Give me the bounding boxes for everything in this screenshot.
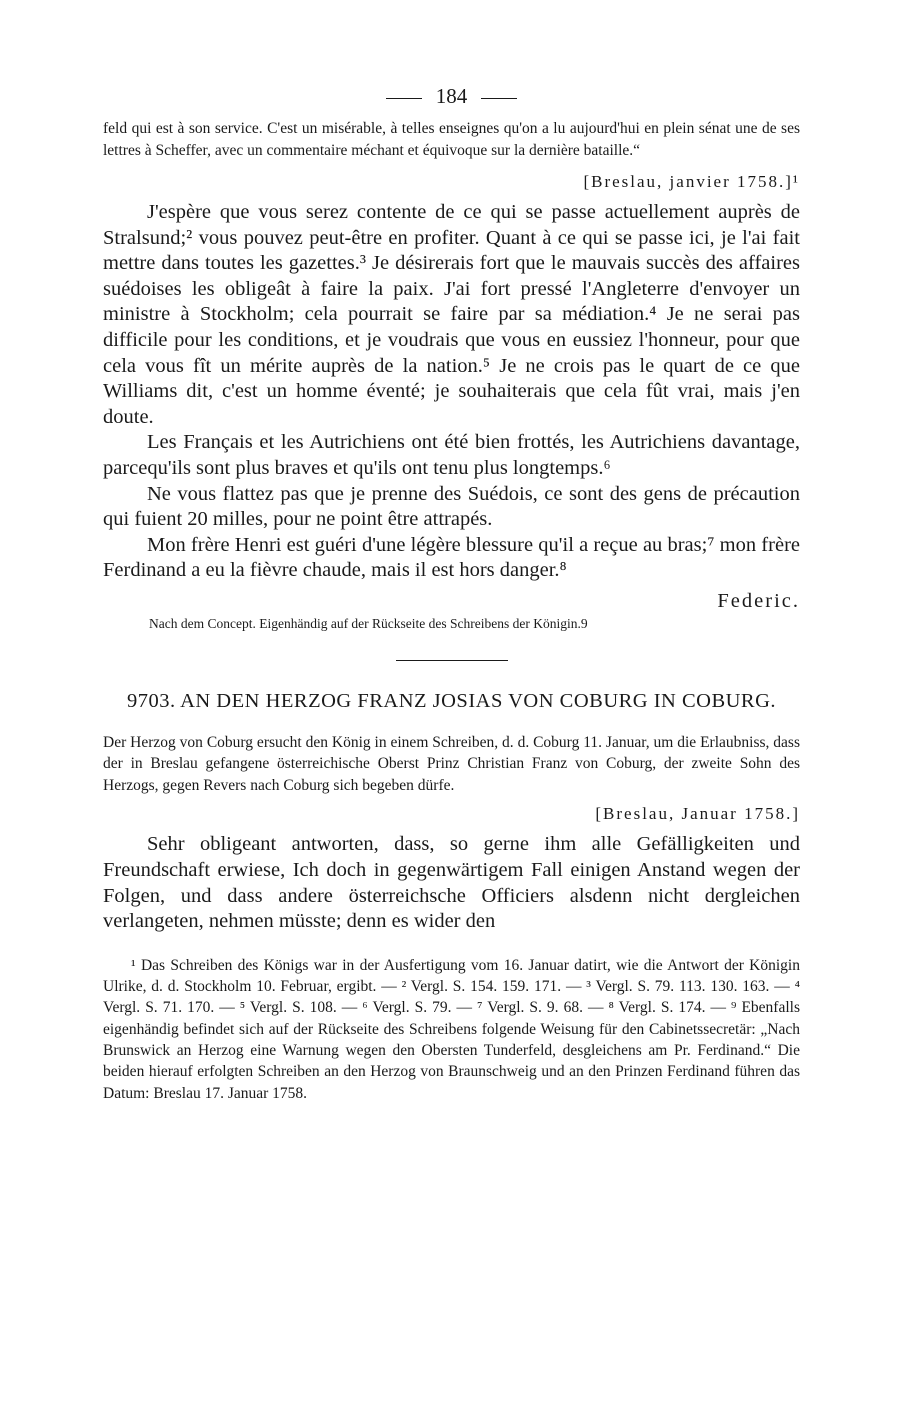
letter-heading: [103, 689, 800, 714]
letter-dateline: [Breslau, janvier 1758.]¹: [583, 172, 800, 191]
letter-paragraph: Les Français et les Autrichiens ont été bien frottés, les Autrichiens davantage, parcequ'ils sont plus braves et qu'ils ont tenu plus longtemps.⁶: [103, 431, 800, 479]
section-divider: [396, 660, 508, 661]
document-page: [103, 82, 800, 1104]
continued-text: feld qui est à son service. C'est un misérable, à telles enseignes qu'on a lu aujourd'hui en plein sénat une de ses lettres à Scheffer, avec un commentaire méchant et équivoque sur la dernière bataille.“: [103, 120, 800, 159]
letter-title: AN DEN HERZOG FRANZ JOSIAS VON COBURG IN COBURG.: [180, 689, 777, 712]
letter-body: [103, 200, 800, 584]
letter-paragraph: J'espère que vous serez contente de ce qui se passe actuellement auprès de Stralsund;² vous pouvez peut-être en profiter. Quant à ce qui se passe ici, je l'ai fait mettre dans toutes les gazettes.³ Je désirerais fort que le mauvais succès des affaires suédoises les obligeât à faire la paix. J'ai fort pressé l'Angleterre d'envoyer un ministre à Stockholm; cela pourrait se faire par sa médiation.⁴ Je ne serai pas difficile pour les conditions, et je voudrais que vous en eussiez l'honneur, pour que cela vous fît un mérite auprès de la nation.⁵ Je ne crois pas le quart de ce que Williams dit, c'est un homme éventé; je souhaiterais que cela fût vrai, mais j'en doute.: [103, 201, 800, 428]
page-number: 184: [435, 84, 468, 108]
letter-dateline-2: [Breslau, Januar 1758.]: [595, 804, 800, 824]
letter-paragraph: Sehr obligeant antworten, dass, so gerne ihm alle Gefälligkeiten und Freundschaft erwiese, Ich doch in gegenwärtigem Fall einigen Anstand wegen der Folgen, und dass andere österreichsche Officiers alsdenn nicht dergleichen verlangeten, nehmen müsste; denn es wider den: [103, 833, 800, 933]
footnote-text: ¹ Das Schreiben des Königs war in der Ausfertigung vom 16. Januar datirt, wie die Antwort der Königin Ulrike, d. d. Stockholm 10. Februar, ergibt. — ² Vergl. S. 154. 159. 171. — ³ Vergl. S. 79. 113. 130. 163. — ⁴ Vergl. S. 71. 170. — ⁵ Vergl. S. 108. — ⁶ Vergl. S. 79. — ⁷ Vergl. S. 9. 68. — ⁸ Vergl. S. 174. — ⁹ Ebenfalls eigenhändig befindet sich auf der Rückseite des Schreibens folgende Weisung für den Cabinetssecretär: „Nach Brunswick an Herzog eine Warnung wegen den Obersten Tunderfeld, desgleichens am Pr. Ferdinand.“ Die beiden hierauf erfolgten Schreiben an den Herzog von Braunschweig und an den Prinzen Ferdinand führen das Datum: Breslau 17. Januar 1758.: [103, 956, 800, 1102]
footnotes: [103, 955, 800, 1104]
letter-paragraph: Mon frère Henri est guéri d'une légère blessure qu'il a reçue au bras;⁷ mon frère Ferdinand a eu la fièvre chaude, mais il est hors danger.⁸: [103, 533, 800, 582]
letter-body-2: [103, 832, 800, 934]
signature: Federic.: [717, 589, 800, 612]
source-note: Nach dem Concept. Eigenhändig auf der Rückseite des Schreibens der Königin.9: [149, 615, 588, 631]
divider: [481, 98, 517, 99]
letter-number: 9703.: [126, 689, 176, 712]
page-number-line: [103, 82, 800, 110]
letter-summary: Der Herzog von Coburg ersucht den König in einem Schreiben, d. d. Coburg 11. Januar, um die Erlaubniss, dass der in Breslau gefangene österreichische Oberst Prinz Christian Franz von Coburg, der zweite Sohn des Herzogs, gegen Revers nach Coburg sich begeben dürfe.: [103, 733, 800, 794]
divider: [386, 98, 422, 99]
letter-paragraph: Ne vous flattez pas que je prenne des Suédois, ce sont des gens de précaution qui fuient 20 milles, pour ne point être attrapés.: [103, 482, 800, 531]
